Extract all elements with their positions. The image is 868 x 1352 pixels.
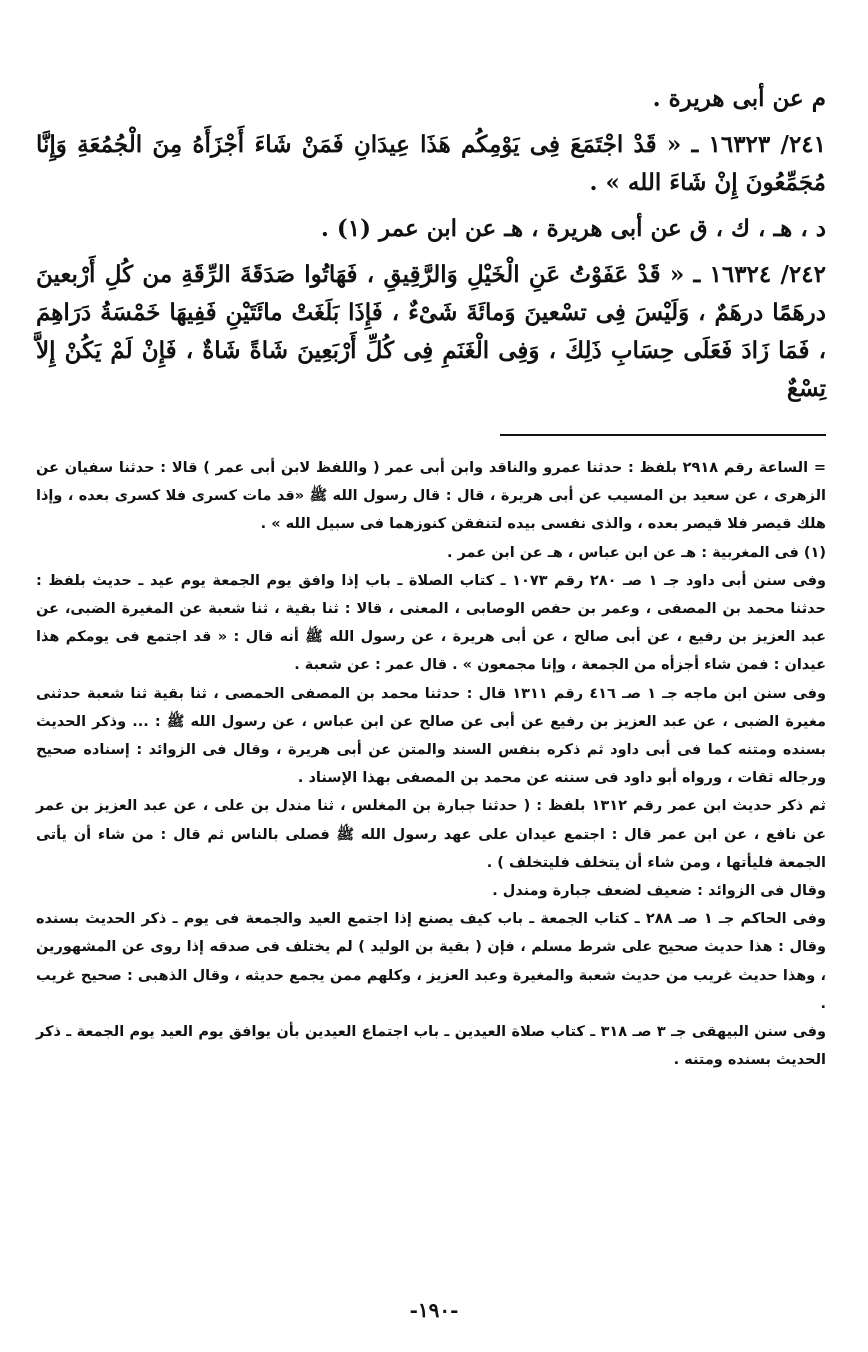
hadith-241: ٢٤١/ ١٦٣٢٣ ـ « قَدْ اجْتَمَعَ فِى يَوْمِكُم هَذَا عِيدَانِ فَمَنْ شَاءَ أَجْزَأَهُ مِنَ الْجُمُعَةِ وَإِنَّا مُجَمِّعُونَ إِنْ شَاءَ الله » . [36,131,826,196]
main-line-1: م عن أبى هريرة . [652,85,826,112]
footnote-ibn-majah: وفى سنن ابن ماجه جـ ١ صـ ٤١٦ رقم ١٣١١ قال : حدثنا محمد بن المصفى الحمصى ، ثنا بقية ثنا شعبة حدثنى مغيرة الضبى ، عن عبد العزيز بن رفيع عن أبى عن صالح عن ابن عباس ، عن رسول الله ﷺ : ... وذكر الحديث بسنده ومتنه كما فى أبى داود ثم ذكره بنفس السند والمتن عن أبى هريرة ، وقال فى الزوائد : إسناده صحيح ورجاله ثقات ، ورواه أبو داود فى سننه عن محمد بن المصفى بهذا الإسناد . [36,685,826,787]
footnote-abu-dawud: وفى سنن أبى داود جـ ١ صـ ٢٨٠ رقم ١٠٧٣ ـ كتاب الصلاة ـ باب إذا وافق يوم الجمعة يوم عيد ـ حديث بلفظ : حدثنا محمد بن المصفى ، وعمر بن حفص الوصابى ، المعنى ، قالا : ثنا بقية ، ثنا شعبة عن المغيرة الضبى، عن عبد العزيز بن رفيع ، عن أبى صالح ، عن أبى هريرة ، عن رسول الله ﷺ أنه قال : « قد اجتمع فى يومكم هذا عيدان : فمن شاء أجزأه من الجمعة ، وإنا مجمعون » . قال عمر : عن شعبة . [36,572,826,674]
footnote-hakim: وفى الحاكم جـ ١ صـ ٢٨٨ ـ كتاب الجمعة ـ باب كيف يصنع إذا اجتمع العيد والجمعة فى يوم ـ ذكر الحديث بسنده وقال : هذا حديث صحيح على شرط مسلم ، فإن ( بقية بن الوليد ) لم يختلف فى صدقه إذا روى عن المشهورين ، وهذا حديث غريب من حديث شعبة والمغيرة وعبد العزيز ، وكلهم ممن يجمع حديثه ، وقال الذهبى : صحيح غريب . [36,911,826,1012]
footnote-1: (١) فى المغربية : هـ عن ابن عباس ، هـ عن ابن عمر . [446,544,826,561]
footnote-bayhaqi: وفى سنن البيهقى جـ ٣ صـ ٣١٨ ـ كتاب صلاة العيدين ـ باب اجتماع العيدين بأن يوافق يوم العيد يوم الجمعة ـ ذكر الحديث بسنده ومتنه . [36,1024,826,1069]
page-body [36,80,826,1074]
main-text [36,80,826,408]
footnote-continued: = الساعة رقم ٢٩١٨ بلفظ : حدثنا عمرو والناقد وابن أبى عمر ( واللفظ لابن أبى عمر ) قالا : حدثنا سفيان عن الزهرى ، عن سعيد بن المسيب عن أبى هريرة ، قال : قال رسول الله ﷺ «قد مات كسرى فلا كسرى بعده ، وإذا هلك قيصر فلا قيصر بعده ، والذى نفسى بيده لتنفقن كنوزهما فى سبيل الله » . [36,460,826,533]
hadith-242: ٢٤٢/ ١٦٣٢٤ ـ « قَدْ عَفَوْتُ عَنِ الْخَيْلِ وَالرَّقِيقِ ، فَهَاتُوا صَدَقَةَ الرِّقَةِ من كُلِ أَرْبعينَ درهَمًا درهَمٌ ، وَلَيْسَ فِى تسْعينَ وَمائَةَ شَىْءٌ ، فَإِذَا بَلَغَتْ مائَتَيْنِ فَفِيهَا خَمْسَةُ دَرَاهِمَ ، فَمَا زَادَ فَعَلَى حِسَابِ ذَلِكَ ، وَفِى الْغَنَمِ فِى كُلِّ أَرْبَعِينَ شَاةً شَاةٌ ، فَإِنْ لَمْ يَكُنْ إِلاَّ تِسْعٌ [36,261,826,402]
footnote-zawaid: وقال فى الزوائد : ضعيف لضعف جبارة ومندل . [492,883,826,900]
hadith-241-sources: د ، هـ ، ك ، ق عن أبى هريرة ، هـ عن ابن عمر (١) . [320,215,826,242]
footnotes [36,454,826,1074]
footnote-ibn-umar: ثم ذكر حديث ابن عمر رقم ١٣١٢ بلفظ : ( حدثنا جبارة بن المغلس ، ثنا مندل بن على ، عن عبد العزيز بن عمر عن نافع ، عن ابن عمر قال : اجتمع عيدان على عهد رسول الله ﷺ فصلى بالناس ثم قال : من شاء أن يأتى الجمعة فليأتها ، ومن شاء أن يتخلف فليتخلف ) . [36,798,826,871]
footnote-divider [500,434,826,436]
page-number: -١٩٠- [409,1298,459,1322]
